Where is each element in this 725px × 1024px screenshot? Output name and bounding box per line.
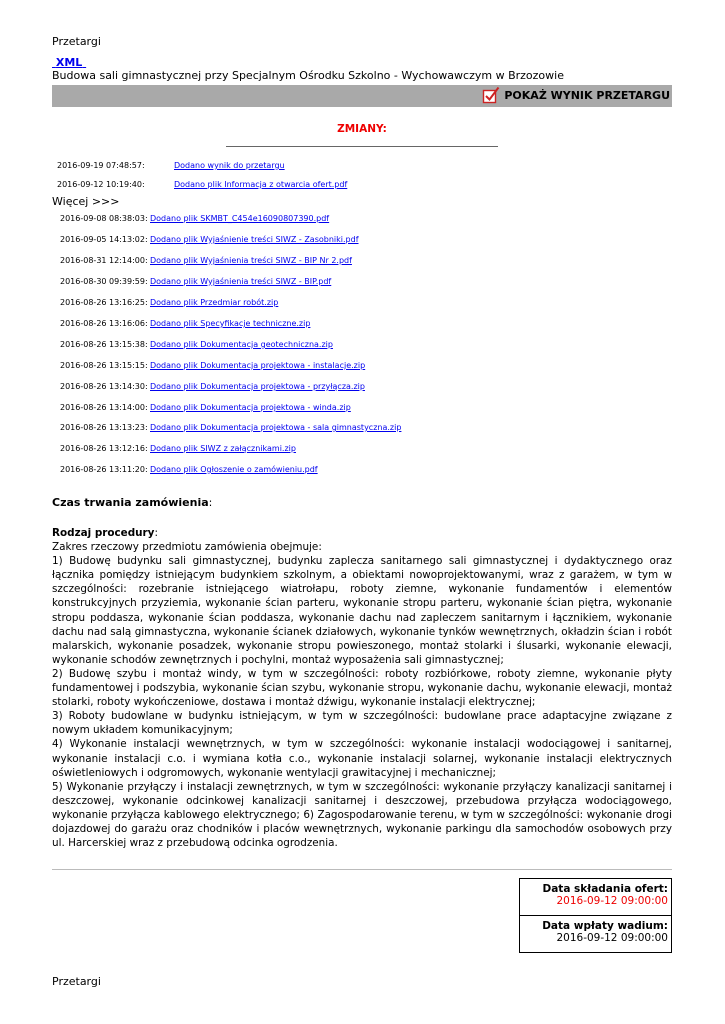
scope-item: 5) Wykonanie przyłączy i instalacji zewnętrznych, w tym w szczególności: wykonanie przyłączy kanalizacji sanitarnej i deszczowej, wykonanie odcinkowej kanalizacji sanitarnej i deszczowej, przebudowa przyłącza wodociągowego, wykonanie przyłącza kablowego elektrycznego; 6) Zagospodarowanie terenu, w tym w szczególności: wykonanie drogi dojazdowej do garażu oraz chodników i placów wewnętrznych, wykonanie parkingu dla samochodów osobowych przy ul. Harcerskiej wraz z przebudową odcinka ogrodzenia. (52, 780, 672, 850)
change-date: 2016-08-26 13:16:06: (60, 319, 148, 328)
show-result-button[interactable] (482, 86, 670, 104)
change-date: 2016-08-26 13:16:25: (60, 298, 148, 307)
offers-deadline-value: 2016-09-12 09:00:00 (556, 895, 668, 907)
deposit-deadline-label: Data wpłaty wadium: (542, 920, 668, 932)
change-date: 2016-09-19 07:48:57: (57, 161, 145, 170)
changes-divider (226, 146, 498, 147)
show-result-label[interactable]: POKAŻ WYNIK PRZETARGU (504, 88, 670, 102)
change-date: 2016-08-26 13:13:23: (60, 423, 148, 432)
scope-item: 1) Budowę budynku sali gimnastycznej, budynku zaplecza sanitarnego sali gimnastycznej i dydaktycznego oraz łącznika pomiędzy istniejącym budynkiem szkolnym, a obiektami nowoprojektowanymi, wraz z garażem, w tym w szczególności: rozebranie istniejącego wiatrołapu, roboty ziemne, wykonanie fundamentów i elementów konstrukcyjnych przyziemia, wykonanie ścian parteru, wykonanie stropu parteru, wykonanie ścian piętra, wykonanie stropu poddasza, wykonanie ścian poddasza, wykonanie dachu nad zapleczem sanitarnym i łącznikiem, wykonanie dachu nad salą gimnastyczna, wykonanie ścianek działowych, wykonanie tynków wewnętrznych, okładzin ścian i robót malarskich, wykonanie posadzek, wykonanie stropu powieszonego, montaż stolarki i ślusarki, wykonanie elewacji, wykonanie schodów zewnętrznych i pochylni, montaż wyposażenia sali gimnastycznej; (52, 555, 672, 666)
xml-link-label[interactable]: XML (55, 56, 83, 69)
change-date: 2016-08-26 13:12:16: (60, 444, 148, 453)
change-link[interactable]: Dodano plik SKMBT_C454e16090807390.pdf (150, 214, 330, 223)
change-link[interactable]: Dodano plik Specyfikacje techniczne.zip (150, 319, 311, 328)
change-link[interactable]: Dodano plik Wyjaśnienia treści SIWZ - BIP.pdf (150, 277, 332, 286)
checkbox-check-icon (482, 86, 500, 104)
change-link[interactable]: Dodano plik Ogłoszenie o zamówieniu.pdf (150, 465, 318, 474)
duration-field: Czas trwania zamówienia: (52, 496, 213, 509)
change-link[interactable]: Dodano wynik do przetargu (174, 161, 285, 170)
page-footer-title: Przetargi (52, 975, 101, 988)
change-date: 2016-09-08 08:38:03: (60, 214, 148, 223)
changes-heading: ZMIANY: (337, 123, 387, 135)
change-link[interactable]: Dodano plik Przedmiar robót.zip (150, 298, 279, 307)
change-date: 2016-08-26 13:14:30: (60, 382, 148, 391)
section-divider (52, 869, 672, 870)
offers-deadline-box (519, 878, 672, 916)
change-link[interactable]: Dodano plik Wyjaśnienie treści SIWZ - Zasobniki.pdf (150, 235, 359, 244)
scope-item: 3) Roboty budowlane w budynku istniejącym, w tym w szczególności: budowlane prace adaptacyjne związane z nowym układem komunikacyjnym; (52, 710, 672, 737)
xml-link[interactable] (52, 56, 86, 69)
change-date: 2016-08-26 13:11:20: (60, 465, 148, 474)
change-date: 2016-08-26 13:14:00: (60, 403, 148, 412)
scope-intro: Zakres rzeczowy przedmiotu zamówienia obejmuje: (52, 541, 322, 554)
change-date: 2016-08-30 09:39:59: (60, 277, 148, 286)
procedure-heading: Rodzaj procedury: (52, 527, 158, 539)
change-date: 2016-08-31 12:14:00: (60, 256, 148, 265)
change-link[interactable]: Dodano plik Dokumentacja projektowa - winda.zip (150, 403, 351, 412)
change-link[interactable]: Dodano plik Dokumentacja projektowa - przyłącza.zip (150, 382, 365, 391)
action-bar (52, 85, 672, 107)
change-date: 2016-09-05 14:13:02: (60, 235, 148, 244)
tender-title: Budowa sali gimnastycznej przy Specjalnym Ośrodku Szkolno - Wychowawczym w Brzozowie (52, 69, 564, 82)
change-link[interactable]: Dodano plik Dokumentacja projektowa - sala gimnastyczna.zip (150, 423, 402, 432)
change-date: 2016-09-12 10:19:40: (57, 180, 145, 189)
change-date: 2016-08-26 13:15:15: (60, 361, 148, 370)
offers-deadline-label: Data składania ofert: (542, 883, 668, 895)
change-link[interactable]: Dodano plik Dokumentacja geotechniczna.zip (150, 340, 333, 349)
deposit-deadline-value: 2016-09-12 09:00:00 (556, 932, 668, 944)
procedure-section (52, 526, 672, 850)
scope-item: 2) Budowę szybu i montaż windy, w tym w szczególności: roboty rozbiórkowe, roboty ziemne, wykonanie płyty fundamentowej i podszybia, wykonanie ścian szybu, wykonanie stropu, wykonanie dachu, wykonanie elewacji, montaż stolarki, roboty wykończeniowe, dostawa i montaż dźwigu, wykonanie instalacji elektrycznej; (52, 667, 672, 709)
change-link[interactable]: Dodano plik Informacja z otwarcia ofert.pdf (174, 180, 348, 189)
more-toggle[interactable]: Więcej >>> (52, 195, 120, 208)
procedure-label: Rodzaj procedury (52, 527, 155, 539)
duration-label: Czas trwania zamówienia (52, 496, 209, 509)
change-link[interactable]: Dodano plik SIWZ z załącznikami.zip (150, 444, 296, 453)
scope-item: 4) Wykonanie instalacji wewnętrznych, w tym w szczególności: wykonanie instalacji wodociągowej i sanitarnej, wykonanie instalacji c.o. i wymiana kotła c.o., wykonanie instalacji solarnej, wykonanie instalacji elektrycznych oświetleniowych i odgromowych, wykonanie wentylacji grawitacyjnej i mechanicznej; (52, 738, 672, 779)
change-link[interactable]: Dodano plik Wyjaśnienia treści SIWZ - BIP Nr 2.pdf (150, 256, 352, 265)
change-date: 2016-08-26 13:15:38: (60, 340, 148, 349)
deposit-deadline-box (519, 915, 672, 953)
page-header-title: Przetargi (52, 35, 101, 48)
change-link[interactable]: Dodano plik Dokumentacja projektowa - instalacje.zip (150, 361, 366, 370)
